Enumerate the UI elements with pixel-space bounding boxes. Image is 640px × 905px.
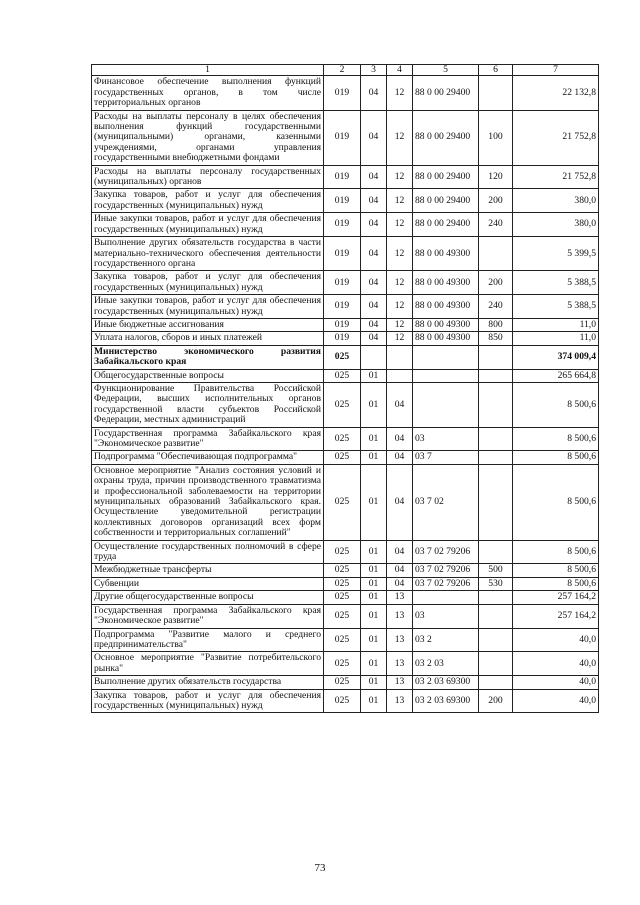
row-subsection-code: 12 [387,332,413,345]
row-target-article: 03 [413,427,479,451]
table-row [92,165,599,189]
row-name: Государственная программа Забайкальского края "Экономическое развитие" [92,427,324,451]
row-amount: 5 399,5 [513,237,599,271]
row-amount: 8 500,6 [513,427,599,451]
row-target-article: 03 7 02 79206 [413,540,479,564]
table-row [92,318,599,331]
row-admin-code: 025 [324,676,361,689]
row-amount: 8 500,6 [513,564,599,577]
row-amount: 8 500,6 [513,451,599,464]
column-header: 1 [92,65,324,76]
row-admin-code: 025 [324,451,361,464]
row-target-article: 88 0 00 29400 [413,189,479,213]
row-admin-code: 025 [324,564,361,577]
row-expense-type [479,604,513,628]
row-subsection-code: 12 [387,295,413,319]
row-name: Выполнение других обязательств государства в части материально-технического обеспечения деятельности государственного органа [92,237,324,271]
column-header: 4 [387,65,413,76]
row-section-code: 04 [361,318,387,331]
row-subsection-code: 13 [387,689,413,713]
table-row [92,76,599,110]
row-expense-type: 200 [479,189,513,213]
row-admin-code: 025 [324,369,361,382]
row-amount: 11,0 [513,318,599,331]
row-subsection-code: 13 [387,628,413,652]
row-target-article: 88 0 00 49300 [413,271,479,295]
row-amount: 21 752,8 [513,165,599,189]
row-admin-code: 019 [324,76,361,110]
table-row [92,213,599,237]
row-section-code: 01 [361,427,387,451]
row-target-article [413,591,479,604]
row-admin-code: 025 [324,345,361,369]
table-row [92,451,599,464]
row-subsection-code: 12 [387,110,413,165]
row-section-code: 01 [361,540,387,564]
row-expense-type [479,540,513,564]
row-admin-code: 025 [324,540,361,564]
row-section-code: 04 [361,271,387,295]
table-row [92,577,599,590]
row-admin-code: 019 [324,271,361,295]
row-admin-code: 025 [324,577,361,590]
row-target-article: 03 2 03 69300 [413,676,479,689]
row-expense-type [479,652,513,676]
row-admin-code: 019 [324,213,361,237]
row-name: Иные бюджетные ассигнования [92,318,324,331]
row-amount: 5 388,5 [513,271,599,295]
row-section-code: 01 [361,689,387,713]
row-target-article: 03 2 03 69300 [413,689,479,713]
row-name: Расходы на выплаты персоналу государственных (муниципальных) органов [92,165,324,189]
row-amount: 40,0 [513,676,599,689]
row-expense-type: 240 [479,295,513,319]
row-expense-type [479,76,513,110]
row-subsection-code [387,345,413,369]
row-admin-code: 019 [324,332,361,345]
row-amount: 265 664,8 [513,369,599,382]
row-expense-type: 120 [479,165,513,189]
row-expense-type [479,464,513,540]
row-subsection-code: 04 [387,382,413,427]
row-subsection-code: 13 [387,676,413,689]
row-admin-code: 019 [324,189,361,213]
row-expense-type [479,676,513,689]
column-header: 3 [361,65,387,76]
row-amount: 380,0 [513,213,599,237]
row-admin-code: 025 [324,604,361,628]
row-amount: 21 752,8 [513,110,599,165]
row-name: Функционирование Правительства Российской Федерации, высших исполнительных органов государственной власти субъектов Российской Федерации, местных администраций [92,382,324,427]
row-subsection-code: 13 [387,652,413,676]
row-name: Министерство экономического развития Забайкальского края [92,345,324,369]
row-amount: 8 500,6 [513,577,599,590]
row-section-code: 01 [361,591,387,604]
table-row [92,628,599,652]
row-subsection-code: 12 [387,213,413,237]
table-row [92,652,599,676]
row-target-article: 03 7 02 79206 [413,564,479,577]
row-name: Иные закупки товаров, работ и услуг для обеспечения государственных (муниципальных) нужд [92,213,324,237]
row-target-article [413,369,479,382]
table-row [92,110,599,165]
row-expense-type [479,369,513,382]
row-name: Уплата налогов, сборов и иных платежей [92,332,324,345]
row-target-article [413,345,479,369]
row-section-code: 01 [361,676,387,689]
table-row [92,271,599,295]
table-row [92,189,599,213]
row-subsection-code: 12 [387,76,413,110]
row-amount: 8 500,6 [513,464,599,540]
row-admin-code: 025 [324,689,361,713]
row-expense-type: 200 [479,689,513,713]
row-section-code: 01 [361,464,387,540]
row-subsection-code [387,369,413,382]
row-subsection-code: 04 [387,564,413,577]
row-name: Общегосударственные вопросы [92,369,324,382]
row-amount: 8 500,6 [513,382,599,427]
row-section-code: 04 [361,332,387,345]
column-header: 2 [324,65,361,76]
row-amount: 11,0 [513,332,599,345]
row-section-code: 04 [361,295,387,319]
row-expense-type [479,345,513,369]
row-subsection-code: 04 [387,577,413,590]
row-target-article: 88 0 00 49300 [413,237,479,271]
row-admin-code: 019 [324,110,361,165]
row-section-code: 01 [361,652,387,676]
row-target-article: 03 [413,604,479,628]
page-number: 73 [314,862,326,874]
table-row [92,427,599,451]
row-section-code: 01 [361,564,387,577]
table-header-row [92,65,599,76]
row-amount: 40,0 [513,628,599,652]
row-name: Выполнение других обязательств государства [92,676,324,689]
row-section-code: 01 [361,451,387,464]
row-name: Основное мероприятие "Развитие потребительского рынка" [92,652,324,676]
row-target-article: 03 2 03 [413,652,479,676]
row-expense-type: 530 [479,577,513,590]
row-amount: 40,0 [513,689,599,713]
row-admin-code: 025 [324,652,361,676]
row-target-article: 88 0 00 29400 [413,110,479,165]
row-subsection-code: 04 [387,540,413,564]
row-target-article: 03 7 02 [413,464,479,540]
budget-table [91,64,599,713]
table-row [92,345,599,369]
row-subsection-code: 13 [387,591,413,604]
row-expense-type: 100 [479,110,513,165]
row-admin-code: 025 [324,464,361,540]
row-section-code: 04 [361,237,387,271]
row-section-code: 01 [361,628,387,652]
column-header: 7 [513,65,599,76]
row-expense-type [479,427,513,451]
row-section-code: 04 [361,165,387,189]
row-target-article: 03 7 [413,451,479,464]
row-name: Межбюджетные трансферты [92,564,324,577]
row-expense-type: 800 [479,318,513,331]
row-expense-type [479,591,513,604]
row-section-code: 01 [361,577,387,590]
row-name: Расходы на выплаты персоналу в целях обеспечения выполнения функций государственными (муниципальными) органами, казенными учреждениями, органами управления государственными внебюджетными фондами [92,110,324,165]
table-row [92,564,599,577]
row-subsection-code: 04 [387,427,413,451]
row-admin-code: 025 [324,382,361,427]
row-expense-type [479,628,513,652]
table-row [92,540,599,564]
row-target-article: 03 2 [413,628,479,652]
table-row [92,237,599,271]
row-amount: 22 132,8 [513,76,599,110]
row-subsection-code: 12 [387,165,413,189]
row-target-article: 88 0 00 49300 [413,332,479,345]
row-target-article [413,382,479,427]
row-section-code: 01 [361,604,387,628]
row-target-article: 88 0 00 29400 [413,165,479,189]
row-subsection-code: 12 [387,237,413,271]
row-expense-type: 200 [479,271,513,295]
row-section-code: 01 [361,382,387,427]
table-row [92,464,599,540]
table-row [92,382,599,427]
column-header: 5 [413,65,479,76]
row-name: Закупка товаров, работ и услуг для обеспечения государственных (муниципальных) нужд [92,189,324,213]
row-target-article: 88 0 00 49300 [413,318,479,331]
row-section-code: 04 [361,189,387,213]
row-admin-code: 025 [324,628,361,652]
row-subsection-code: 12 [387,189,413,213]
row-amount: 257 164,2 [513,604,599,628]
row-name: Другие общегосударственные вопросы [92,591,324,604]
row-amount: 380,0 [513,189,599,213]
row-subsection-code: 12 [387,318,413,331]
row-expense-type: 850 [479,332,513,345]
row-subsection-code: 13 [387,604,413,628]
row-target-article: 88 0 00 49300 [413,295,479,319]
table-row [92,676,599,689]
row-admin-code: 019 [324,165,361,189]
row-admin-code: 019 [324,318,361,331]
row-expense-type: 240 [479,213,513,237]
row-subsection-code: 12 [387,271,413,295]
table-row [92,295,599,319]
row-admin-code: 025 [324,591,361,604]
row-amount: 40,0 [513,652,599,676]
row-section-code [361,345,387,369]
row-target-article: 03 7 02 79206 [413,577,479,590]
row-name: Подпрограмма "Развитие малого и среднего предпринимательства" [92,628,324,652]
row-name: Основное мероприятие "Анализ состояния условий и охраны труда, причин производственного травматизма и профессиональной заболеваемости на территории муниципальных образований Забайкальского края. Осуществление уведомительной регистрации коллективных договоров организаций всех форм собственности и территориальных соглашений" [92,464,324,540]
row-expense-type [479,237,513,271]
table-row [92,332,599,345]
row-name: Подпрограмма "Обеспечивающая подпрограмма" [92,451,324,464]
row-name: Иные закупки товаров, работ и услуг для обеспечения государственных (муниципальных) нужд [92,295,324,319]
row-expense-type [479,382,513,427]
row-section-code: 01 [361,369,387,382]
table-row [92,369,599,382]
row-name: Закупка товаров, работ и услуг для обеспечения государственных (муниципальных) нужд [92,271,324,295]
row-expense-type: 500 [479,564,513,577]
table-row [92,591,599,604]
row-name: Государственная программа Забайкальского края "Экономическое развитие" [92,604,324,628]
row-amount: 5 388,5 [513,295,599,319]
row-name: Финансовое обеспечение выполнения функций государственных органов, в том числе территориальных органов [92,76,324,110]
row-name: Закупка товаров, работ и услуг для обеспечения государственных (муниципальных) нужд [92,689,324,713]
row-amount: 374 009,4 [513,345,599,369]
row-name: Субвенции [92,577,324,590]
row-admin-code: 025 [324,427,361,451]
table-row [92,604,599,628]
row-subsection-code: 04 [387,464,413,540]
row-section-code: 04 [361,76,387,110]
row-admin-code: 019 [324,237,361,271]
row-section-code: 04 [361,213,387,237]
row-amount: 8 500,6 [513,540,599,564]
row-subsection-code: 04 [387,451,413,464]
row-section-code: 04 [361,110,387,165]
row-target-article: 88 0 00 29400 [413,213,479,237]
row-amount: 257 164,2 [513,591,599,604]
column-header: 6 [479,65,513,76]
table-row [92,689,599,713]
row-expense-type [479,451,513,464]
row-name: Осуществление государственных полномочий в сфере труда [92,540,324,564]
row-target-article: 88 0 00 29400 [413,76,479,110]
row-admin-code: 019 [324,295,361,319]
